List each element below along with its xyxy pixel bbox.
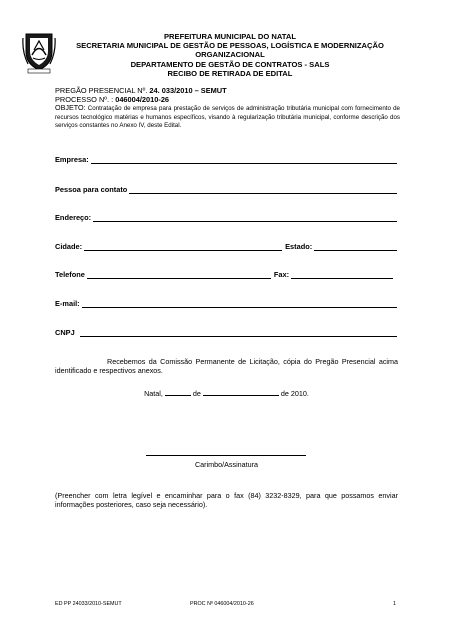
objeto-label: OBJETO: bbox=[55, 103, 86, 112]
processo-row bbox=[55, 95, 400, 104]
signature-line[interactable] bbox=[146, 455, 306, 456]
fax-label: Fax: bbox=[273, 270, 290, 279]
contato-field[interactable] bbox=[55, 185, 397, 194]
header-line-3: ORGANIZACIONAL bbox=[195, 50, 265, 60]
objeto-paragraph bbox=[55, 104, 400, 131]
cnpj-label: CNPJ bbox=[55, 328, 75, 337]
objeto-text: Contratação de empresa para prestação de serviços de administração tributária municipal com fornecimento de recursos tecnológico matérias e humanos específicos, visando à regularização tributária municipal, conforme descrição dos serviços constantes no Anexo IV, deste Edital. bbox=[55, 105, 400, 130]
empresa-field[interactable] bbox=[55, 155, 397, 164]
date-mid: de bbox=[190, 389, 203, 398]
contato-label: Pessoa para contato bbox=[55, 185, 128, 194]
email-label: E-mail: bbox=[55, 299, 80, 308]
processo-label: PROCESSO Nº. : bbox=[55, 95, 116, 104]
cnpj-field[interactable] bbox=[55, 328, 397, 337]
cidade-line[interactable] bbox=[84, 242, 282, 251]
header-line-5: RECIBO DE RETIRADA DE EDITAL bbox=[167, 68, 293, 78]
telefone-line[interactable] bbox=[87, 270, 271, 279]
estado-line[interactable] bbox=[314, 242, 397, 251]
telefone-label: Telefone bbox=[55, 270, 85, 279]
date-suffix: de 2010. bbox=[278, 389, 309, 398]
cidade-field[interactable] bbox=[55, 242, 397, 251]
email-line[interactable] bbox=[82, 299, 397, 308]
pregao-label: PREGÃO PRESENCIAL Nº. bbox=[55, 86, 150, 95]
pregao-value: 24. 033/2010 – SEMUT bbox=[149, 86, 227, 95]
cidade-label: Cidade: bbox=[55, 242, 83, 251]
endereco-field[interactable] bbox=[55, 213, 397, 222]
estado-label: Estado: bbox=[285, 242, 313, 251]
endereco-line[interactable] bbox=[93, 213, 397, 222]
telefone-field[interactable] bbox=[55, 270, 397, 279]
processo-value: 046004/2010-26 bbox=[115, 95, 170, 104]
header-line-4: DEPARTAMENTO DE GESTÃO DE CONTRATOS - SALS bbox=[130, 59, 330, 69]
day-blank[interactable] bbox=[165, 395, 191, 396]
receipt-paragraph: Recebemos da Comissão Permanente de Licitação, cópia do Pregão Presencial acima identificado e respectivos anexos. bbox=[55, 357, 398, 376]
month-blank[interactable] bbox=[203, 395, 279, 396]
cnpj-line[interactable] bbox=[80, 328, 397, 337]
date-prefix: Natal, bbox=[144, 389, 165, 398]
page-number: 1 bbox=[393, 601, 396, 607]
fax-line[interactable] bbox=[291, 270, 393, 279]
footer-left: ED PP 24033/2010-SEMUT bbox=[55, 601, 122, 607]
empresa-line[interactable] bbox=[91, 155, 397, 164]
header-line-1: PREFEITURA MUNICIPAL DO NATAL bbox=[163, 32, 297, 41]
contato-line[interactable] bbox=[129, 185, 397, 194]
pregao-row bbox=[55, 86, 400, 95]
coat-of-arms-icon bbox=[22, 30, 56, 74]
document-header bbox=[62, 32, 398, 78]
signature-label: Carimbo/Assinatura bbox=[194, 460, 259, 469]
tender-info bbox=[55, 86, 400, 131]
header-line-2: SECRETARIA MUNICIPAL DE GESTÃO DE PESSOAS, LOGÍSTICA E MODERNIZAÇÃO bbox=[76, 41, 384, 51]
date-line bbox=[55, 389, 398, 398]
footer-middle: PROC Nº 046004/2010-26 bbox=[190, 601, 254, 607]
instructions-paragraph: (Preencher com letra legível e encaminhar para o fax (84) 3232-8329, para que possamos enviar informações posteriores, caso seja necessário). bbox=[55, 491, 398, 510]
endereco-label: Endereço: bbox=[55, 213, 92, 222]
email-field[interactable] bbox=[55, 299, 397, 308]
empresa-label: Empresa: bbox=[55, 155, 89, 164]
